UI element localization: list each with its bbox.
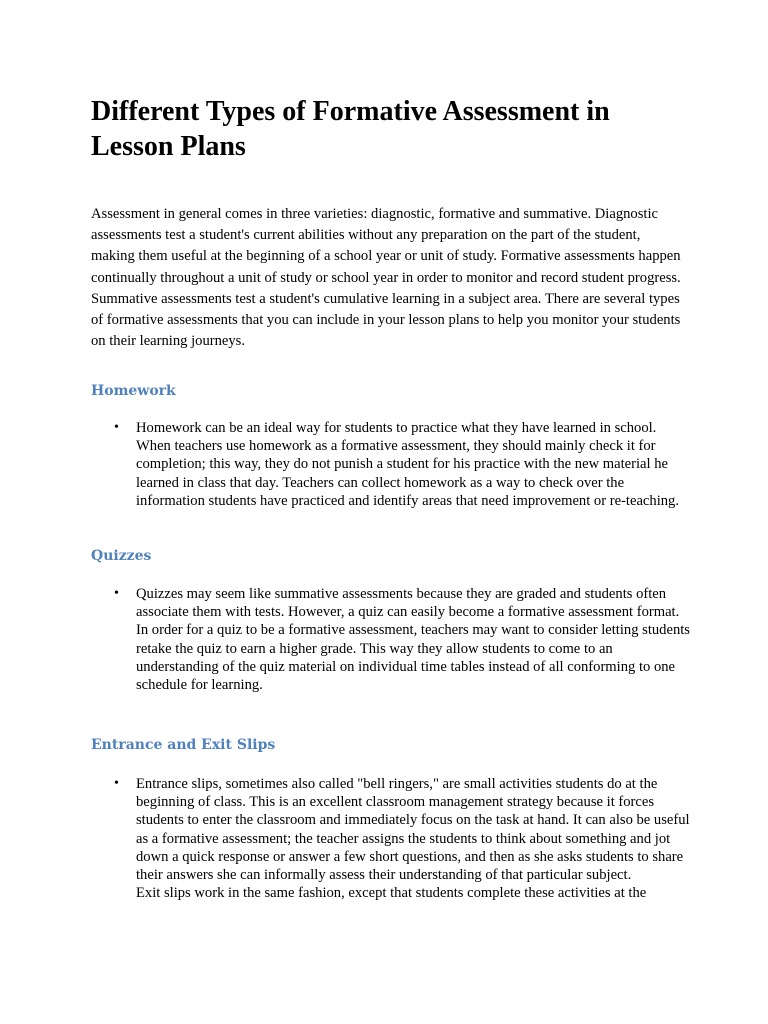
- bullet-icon: •: [114, 776, 119, 791]
- bullet-icon: •: [114, 420, 119, 435]
- section-heading-quizzes: Quizzes: [91, 548, 152, 564]
- homework-bullet-list: [91, 419, 691, 510]
- list-item: [91, 775, 691, 902]
- intro-paragraph: Assessment in general comes in three varieties: diagnostic, formative and summative. Diagnostic assessments test a student's current abilities without any preparation on the part of the student, making them useful at the beginning of a school year or unit of study. Formative assessments happen continually throughout a unit of study or school year in order to monitor and record student progress. Summative assessments test a student's cumulative learning in a subject area. There are several types of formative assessments that you can include in your lesson plans to help you monitor your students on their learning journeys.: [91, 206, 681, 350]
- document-title: Different Types of Formative Assessment in Lesson Plans: [91, 96, 610, 162]
- quizzes-bullet-list: [91, 585, 691, 694]
- section-heading-homework: Homework: [91, 383, 176, 399]
- bullet-icon: •: [114, 586, 119, 601]
- list-item: [91, 585, 691, 694]
- section-heading-entrance-exit-slips: Entrance and Exit Slips: [91, 737, 276, 753]
- list-item: [91, 419, 691, 510]
- homework-bullet-text: Homework can be an ideal way for students to practice what they have learned in school. When teachers use homework as a formative assessment, they should mainly check it for completion; this way, they do not punish a student for his practice with the new material he learned in class that day. Teachers can collect homework as a way to check over the information students have practiced and identify areas that need improvement or re-teaching.: [136, 420, 680, 509]
- exit-slips-continuation-text: Exit slips work in the same fashion, except that students complete these activities at the: [136, 885, 647, 902]
- quizzes-bullet-text: Quizzes may seem like summative assessments because they are graded and students often associate them with tests. However, a quiz can easily become a formative assessment format. In order for a quiz to be a formative assessment, teachers may want to consider letting students retake the quiz to earn a higher grade. This way they allow students to come to an understanding of the quiz material on individual time tables instead of all conforming to one schedule for learning.: [136, 586, 690, 694]
- entrance-slips-bullet-text: Entrance slips, sometimes also called "bell ringers," are small activities students do at the beginning of class. This is an excellent classroom management strategy because it forces students to enter the classroom and immediately focus on the task at hand. It can also be useful as a formative assessment; the teacher assigns the students to think about something and jot down a quick response or answer a few short questions, and then as she asks students to share their answers she can informally assess their understanding of that particular subject.: [136, 776, 690, 884]
- entrance-exit-bullet-list: [91, 775, 691, 902]
